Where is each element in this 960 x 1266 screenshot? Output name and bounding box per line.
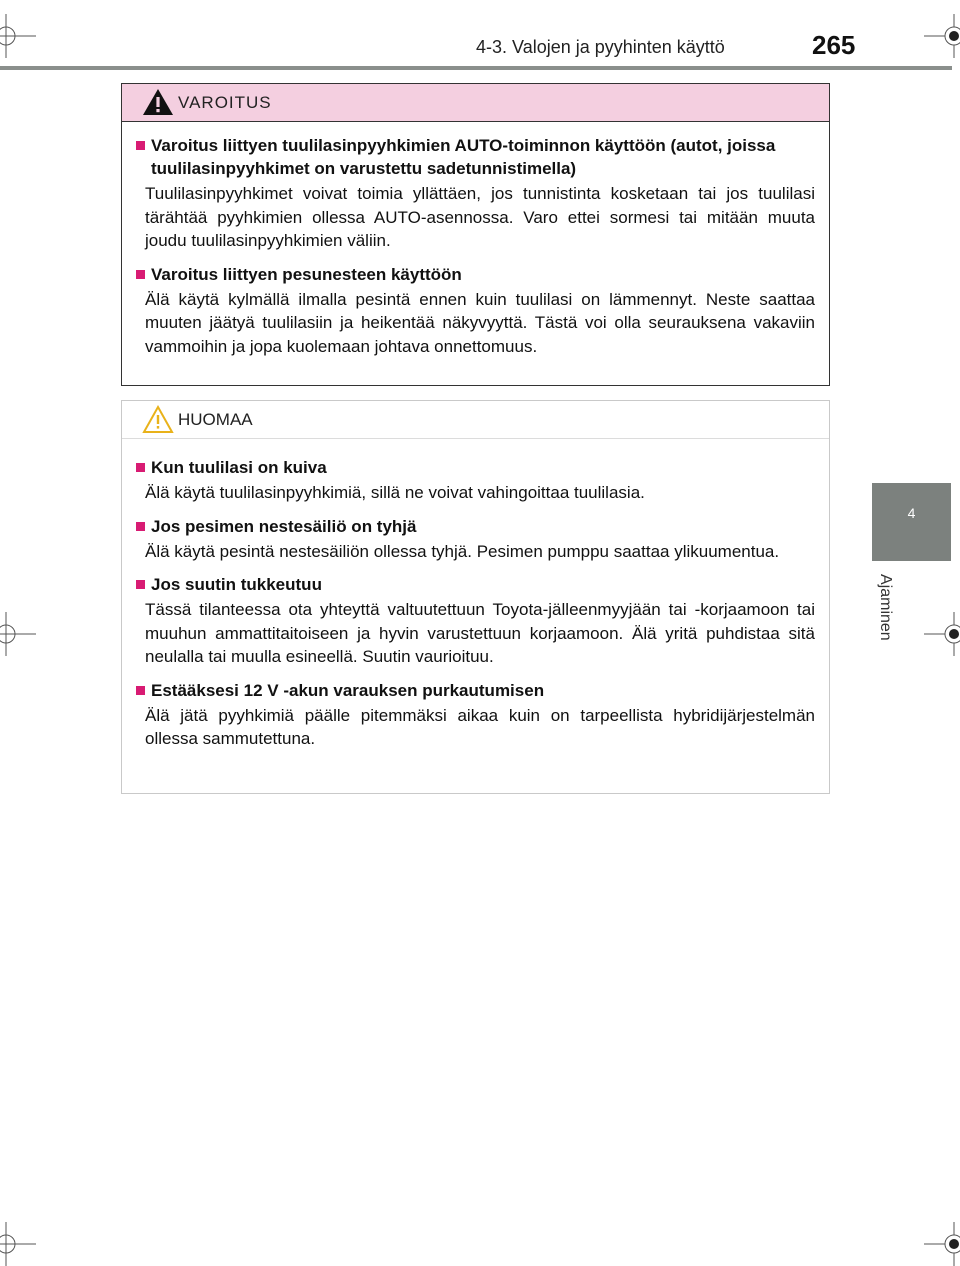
registration-mark-mid-right [924,612,960,656]
warning-item-text: Tuulilasinpyyhkimet voivat toimia yllättäen, jos tunnistinta kosketaan tai jos tuulilasi tärähtää pyyhkimien ollessa AUTO-asennossa. Varo ettei sormesi tai mitään muuta joudu tuulilasinpyyhkimien väliin. [145,184,815,250]
warning-item-heading: Varoitus liittyen tuulilasinpyyhkimien AUTO-toiminnon käyttöön (autot, joissa tuulilasinpyyhkimet on varustettu sadetunnistimella) [151,136,776,178]
chapter-number: 4 [907,505,916,521]
registration-mark-bottom-left [0,1222,36,1266]
notice-header [122,401,829,439]
notice-item-heading: Jos suutin tukkeutuu [151,575,322,594]
bullet-icon [136,463,145,472]
warning-box [121,83,830,386]
registration-mark-bottom-right [924,1222,960,1266]
bullet-icon [136,522,145,531]
notice-title: HUOMAA [178,410,253,429]
notice-item [136,456,815,505]
warning-header [122,84,829,122]
notice-item-heading: Estääksesi 12 V -akun varauksen purkautumisen [151,680,545,700]
bullet-icon [136,686,145,695]
caution-triangle-outline-icon [142,404,174,434]
chapter-name-vertical [876,574,898,674]
warning-title: VAROITUS [178,93,272,112]
notice-item-text: Tässä tilanteessa ota yhteyttä valtuutettuun Toyota-jälleenmyyjään tai -korjaamoon tai muuhun ammattitaitoiseen ja hyvin varustettuun korjaamoon. Älä yritä puhdistaa sitä neulalla tai muulla esineellä. Suutin vaurioituu. [145,600,815,666]
chapter-name: Ajaminen [877,574,894,641]
notice-item-heading: Kun tuulilasi on kuiva [151,458,327,477]
notice-item [136,573,815,669]
bullet-icon [136,270,145,279]
warning-body [122,122,829,358]
warning-triangle-icon [142,87,174,117]
registration-mark-top-left [0,14,36,58]
bullet-icon [136,141,145,150]
warning-item-text: Älä käytä kylmällä ilmalla pesintä ennen kuin tuulilasi on lämmennyt. Neste saattaa muuten jäätyä tuulilasiin ja heikentää näkyvyyttä. Tästä voi olla seurauksena vakaviin vammoihin ja jopa kuolemaan johtava onnettomuus. [145,289,815,356]
bullet-icon [136,580,145,589]
registration-mark-top-right [924,14,960,58]
notice-item [136,679,815,751]
notice-item [136,515,815,564]
notice-item-text: Älä jätä pyyhkimiä päälle pitemmäksi aikaa kuin on tarpeellista hybridijärjestelmän ollessa sammutettuna. [145,705,815,748]
notice-item-text: Älä käytä pesintä nestesäiliön ollessa tyhjä. Pesimen pumppu saattaa ylikuumentua. [145,541,780,561]
page-number: 265 [812,30,856,60]
notice-item-text: Älä käytä tuulilasinpyyhkimiä, sillä ne voivat vahingoittaa tuulilasia. [145,483,645,502]
notice-item-heading: Jos pesimen nestesäiliö on tyhjä [151,516,417,536]
header-rule [0,66,952,70]
warning-item [136,263,815,359]
section-title: 4-3. Valojen ja pyyhinten käyttö [476,37,725,57]
warning-item [136,134,815,253]
chapter-tab [872,483,951,561]
registration-mark-mid-left [0,612,36,656]
notice-body [122,439,829,751]
warning-item-heading: Varoitus liittyen pesunesteen käyttöön [151,264,462,284]
notice-box [121,400,830,794]
